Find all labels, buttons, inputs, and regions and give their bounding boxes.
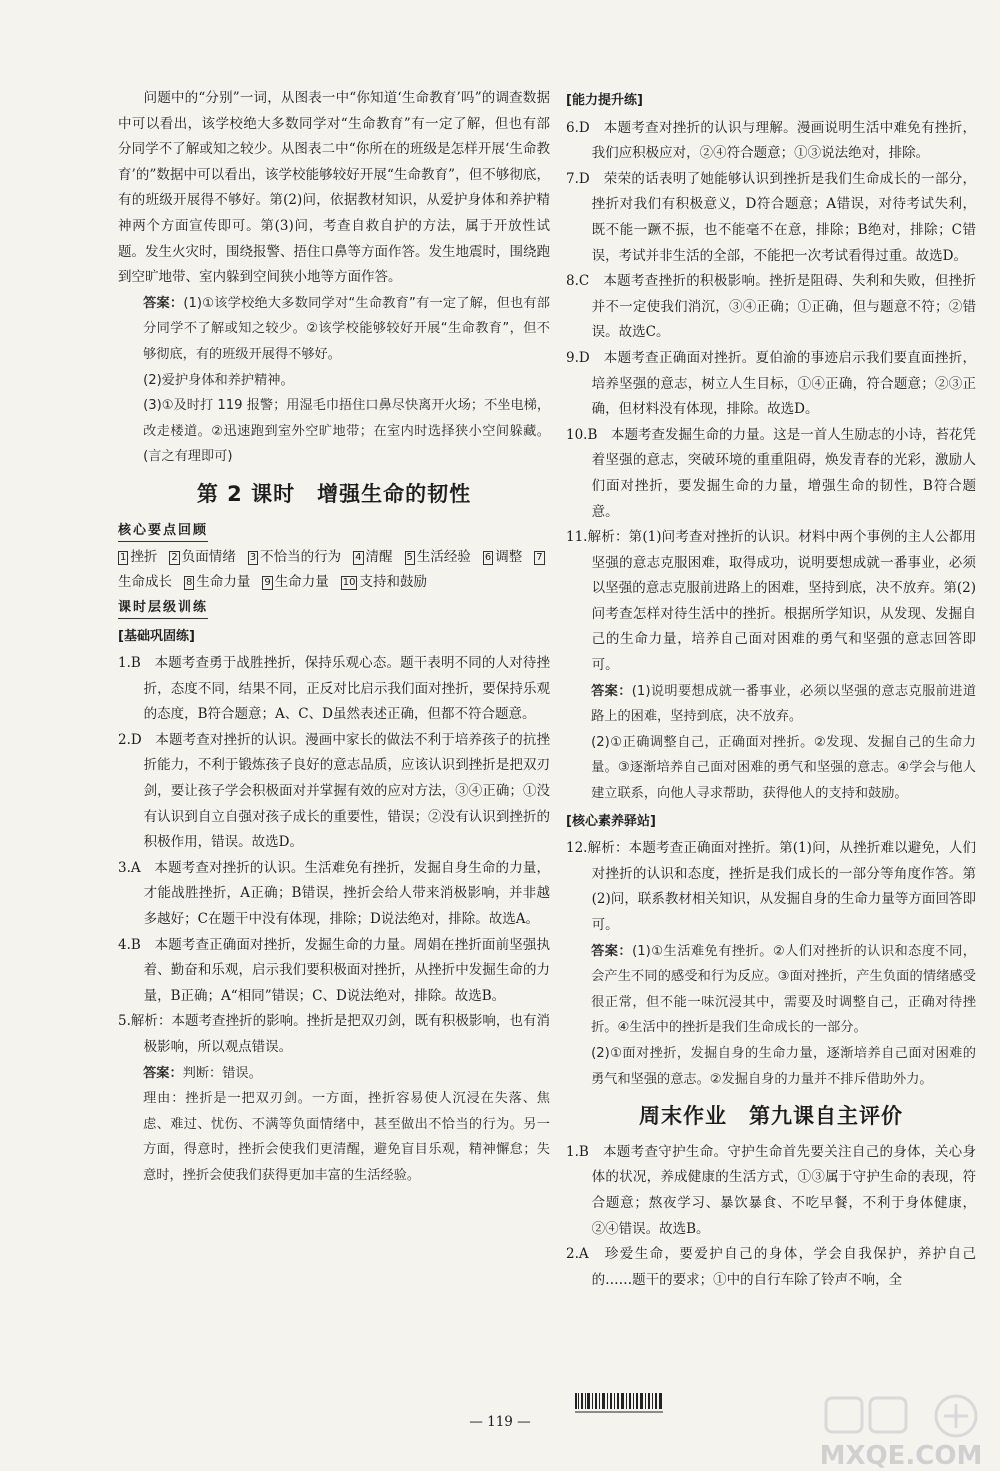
question-11-answer-1-text: (1)说明要想成就一番事业，必须以坚强的意志克服前进道路上的困难，坚持到底，决不放弃。 bbox=[591, 683, 977, 725]
key-point-number: 10 bbox=[342, 576, 356, 588]
right-column bbox=[566, 86, 976, 1293]
question-4: 4.B 本题考查正确面对挫折，发掘生命的力量。周娟在挫折面前坚强执着、勤奋和乐观，启示我们要积极面对挫折，从挫折中发掘生命的力量，B正确；A“相同”错误；C、D说法绝对，排除。故选B。 bbox=[118, 936, 550, 1004]
question-6: 6.D 本题考查对挫折的认识与理解。漫画说明生活中难免有挫折，我们应积极应对，②④符合题意；①③说法绝对，排除。 bbox=[566, 119, 976, 162]
key-point-number: 6 bbox=[484, 551, 492, 563]
answer-label: 答案： bbox=[591, 683, 632, 699]
section-review-heading: 核心要点回顾 bbox=[118, 521, 208, 542]
question-5-reason: 理由：挫折是一把双刃剑。一方面，挫折容易使人沉浸在失落、焦虑、难过、忧伤、不满等负面情绪中，甚至做出不恰当的行为。另一方面，得意时，挫折会使我们更清醒，避免盲目乐观，精神懈怠；失意时，挫折会使我们获得更加丰富的生活经验。 bbox=[143, 1091, 550, 1183]
key-point-text: 不恰当的行为 bbox=[260, 548, 342, 565]
question-11-answer-1 bbox=[566, 679, 976, 730]
answer-label: 答案： bbox=[591, 943, 633, 959]
key-point-item bbox=[483, 549, 522, 565]
question-11: 11.解析：第(1)问考查对挫折的认识。材料中两个事例的主人公都用坚强的意志克服困难，取得成功，说明要想成就一番事业，必须以坚强的意志克服前进路上的困难，坚持到底，决不放弃。第(2)问考查怎样对待生活中的挫折。根据所学知识，从发现、发掘自己的生命力量，培养自己面对困难的勇气和坚强的意志回答即可。 bbox=[566, 529, 976, 674]
key-points bbox=[118, 545, 550, 595]
left-column bbox=[118, 86, 550, 1189]
lesson-number: 第 2 课时 bbox=[196, 481, 296, 506]
tag-basic: [基础巩固练] bbox=[118, 628, 195, 644]
answer-3: (3)①及时打 119 报警；用湿毛巾捂住口鼻尽快离开火场；不坐电梯，改走楼道。②迅速跑到室外空旷地带；在室内时选择狭小空间躲藏。(言之有理即可) bbox=[143, 398, 551, 465]
watermark-logo bbox=[806, 1394, 996, 1470]
tag-core: [核心素养驿站] bbox=[566, 813, 656, 829]
key-point-item bbox=[353, 549, 392, 565]
answer-1 bbox=[118, 291, 550, 368]
key-point-number: 5 bbox=[406, 551, 413, 563]
question-5-answer bbox=[118, 1061, 550, 1087]
key-point-item bbox=[341, 574, 427, 590]
key-point-item bbox=[184, 574, 250, 590]
watermark-text: MXQE.COM bbox=[819, 1441, 983, 1470]
question-3: 3.A 本题考查对挫折的认识。生活难免有挫折，发掘自身生命的力量，才能战胜挫折，A正确；B错误，挫折会给人带来消极影响，并非越多越好；C在题干中没有体现，排除；D说法绝对，排除。故选A。 bbox=[118, 859, 550, 928]
key-point-text: 生命成长 bbox=[118, 573, 172, 590]
key-point-item bbox=[118, 549, 157, 565]
key-point-text: 生命力量 bbox=[274, 573, 329, 590]
page-number: — 119 — bbox=[469, 1414, 531, 1430]
key-point-number: 2 bbox=[171, 551, 178, 563]
question-10: 10.B 本题考查发掘生命的力量。这是一首人生励志的小诗，苔花凭着坚强的意志，突破环境的重重阻碍，焕发青春的光彩，激励人们面对挫折，要发掘生命的力量，增强生命的韧性，B符合题意。 bbox=[566, 426, 976, 520]
key-point-number: 7 bbox=[536, 551, 543, 563]
key-point-text: 清醒 bbox=[365, 548, 393, 565]
weekend-question-2: 2.A 珍爱生命，要爱护自己的身体，学会自我保护，养护自己的……题干的要求；①中的自行车除了铃声不响，全 bbox=[566, 1246, 976, 1288]
key-point-text: 支持和鼓励 bbox=[359, 573, 427, 590]
key-point-item bbox=[262, 574, 328, 590]
question-11-answer-2: (2)①正确调整自己，正确面对挫折。②发现、发掘自己的生命力量。③逐渐培养自己面对困难的勇气和坚强的意志。④学会与他人建立联系，向他人寻求帮助，获得他人的支持和鼓励。 bbox=[591, 734, 976, 802]
question-12-answer-1-text: (1)①生活难免有挫折。②人们对挫折的认识和态度不同，会产生不同的感受和行为反应。③面对挫折，产生负面的情绪感受很正常，但不能一味沉浸其中，需要及时调整自己，正确对待挫折。④生活中的挫折是我们生命成长的一部分。 bbox=[591, 943, 976, 1036]
analysis-continued: 问题中的“分别”一词，从图表一中“你知道‘生命教育’吗”的调查数据中可以看出，该学校绝大多数同学对“生命教育”有一定了解，但也有部分同学不了解或知之较少。从图表二中“你所在的班级是怎样开展‘生命教育’的”数据中可以看出，该学校能够较好开展“生命教育”，但不够彻底，有的班级开展得不够好。第(2)问，依据教材知识，从爱护身体和养护精神两个方面宣传即可。第(3)问，考查自救自护的方法，属于开放性试题。发生火灾时，围绕报警、捂住口鼻等方面作答。发生地震时，围绕跑到空旷地带、室内躲到空间狭小地等方面作答。 bbox=[118, 90, 550, 286]
key-point-item bbox=[405, 549, 471, 565]
weekend-heading bbox=[566, 1104, 976, 1130]
question-1: 1.B 本题考查勇于战胜挫折，保持乐观心态。题干表明不同的人对待挫折，态度不同，结果不同，正反对比启示我们面对挫折，要保持乐观的态度，B符合题意；A、C、D虽然表述正确，但都不符合题意。 bbox=[118, 655, 550, 723]
lesson-heading bbox=[118, 482, 550, 508]
key-point-text: 挫折 bbox=[130, 548, 158, 565]
key-point-item bbox=[248, 549, 341, 565]
weekend-subtitle: 第九课自主评价 bbox=[749, 1104, 903, 1129]
answer-2: (2)爱护身体和养护精神。 bbox=[143, 372, 294, 388]
weekend-title: 周末作业 bbox=[639, 1104, 727, 1129]
answer-label: 答案： bbox=[143, 295, 184, 311]
key-point-text: 调整 bbox=[495, 548, 523, 565]
question-12-answer-2: (2)①面对挫折，发掘自身的生命力量，逐渐培养自己面对困难的勇气和坚强的意志。②发掘自身的力量并不排斥借助外力。 bbox=[591, 1045, 976, 1087]
section-training-heading: 课时层级训练 bbox=[118, 598, 208, 619]
key-point-number: 4 bbox=[355, 551, 362, 563]
question-7: 7.D 荣荣的话表明了她能够认识到挫折是我们生命成长的一部分，挫折对我们有积极意义，D符合题意；A错误，对待考试失利，既不能一蹶不振，也不能毫不在意，排除；B绝对，排除；C错误，考试并非生活的全部，不能把一次考试看得过重。故选D。 bbox=[566, 170, 976, 264]
key-point-number: 3 bbox=[249, 551, 257, 563]
question-8: 8.C 本题考查挫折的积极影响。挫折是阻碍、失利和失败，但挫折并不一定使我们消沉，③④正确；①正确，但与题意不符；②错误。故选C。 bbox=[566, 273, 976, 341]
question-9: 9.D 本题考查正确面对挫折。夏伯渝的事迹启示我们要直面挫折，培养坚强的意志，树立人生目标，①④正确，符合题意；②③正确，但材料没有体现，排除。故选D。 bbox=[566, 349, 976, 418]
key-point-item bbox=[169, 549, 235, 565]
key-point-number: 1 bbox=[120, 551, 127, 563]
lesson-title: 增强生命的韧性 bbox=[317, 481, 472, 506]
question-12-answer-1 bbox=[566, 939, 976, 1041]
key-point-text: 生命力量 bbox=[196, 573, 251, 590]
barcode-image bbox=[575, 1393, 665, 1415]
key-point-number: 8 bbox=[186, 576, 193, 588]
key-point-text: 生活经验 bbox=[416, 548, 471, 565]
key-point-text: 负面情绪 bbox=[181, 548, 236, 565]
key-point-number: 9 bbox=[264, 576, 271, 588]
answer-1-text: (1)①该学校绝大多数同学对“生命教育”有一定了解，但也有部分同学不了解或知之较少。②该学校能够较好开展“生命教育”，但不够彻底，有的班级开展得不够好。 bbox=[143, 295, 550, 362]
question-12: 12.解析：本题考查正确面对挫折。第(1)问，从挫折难以避免，人们对挫折的认识和态度，挫折是我们成长的一部分等角度作答。第(2)问，联系教材相关知识，从发掘自身的生命力量等方面回答即可。 bbox=[566, 840, 976, 933]
question-5: 5.解析：本题考查挫折的影响。挫折是把双刃剑，既有积极影响，也有消极影响，所以观点错误。 bbox=[118, 1013, 550, 1055]
weekend-question-1: 1.B 本题考查守护生命。守护生命首先要关注自己的身体，关心身体的状况，养成健康的生活方式，①③属于守护生命的表现，符合题意；熬夜学习、暴饮暴食、不吃早餐，不利于身体健康，②④错误。故选B。 bbox=[566, 1143, 976, 1237]
tag-ability: [能力提升练] bbox=[566, 93, 643, 108]
question-5-answer-text: 判断：错误。 bbox=[182, 1065, 262, 1081]
question-2: 2.D 本题考查对挫折的认识。漫画中家长的做法不利于培养孩子的抗挫折能力，不利于锻炼孩子良好的意志品质，应该认识到挫折是把双刃剑，要让孩子学会积极面对并掌握有效的应对方法，③④正确；①没有认识到自立自强对孩子成长的重要性，错误；②没有认识到挫折的积极作用，错误。故选D。 bbox=[118, 731, 550, 851]
answer-label: 答案： bbox=[143, 1065, 183, 1081]
